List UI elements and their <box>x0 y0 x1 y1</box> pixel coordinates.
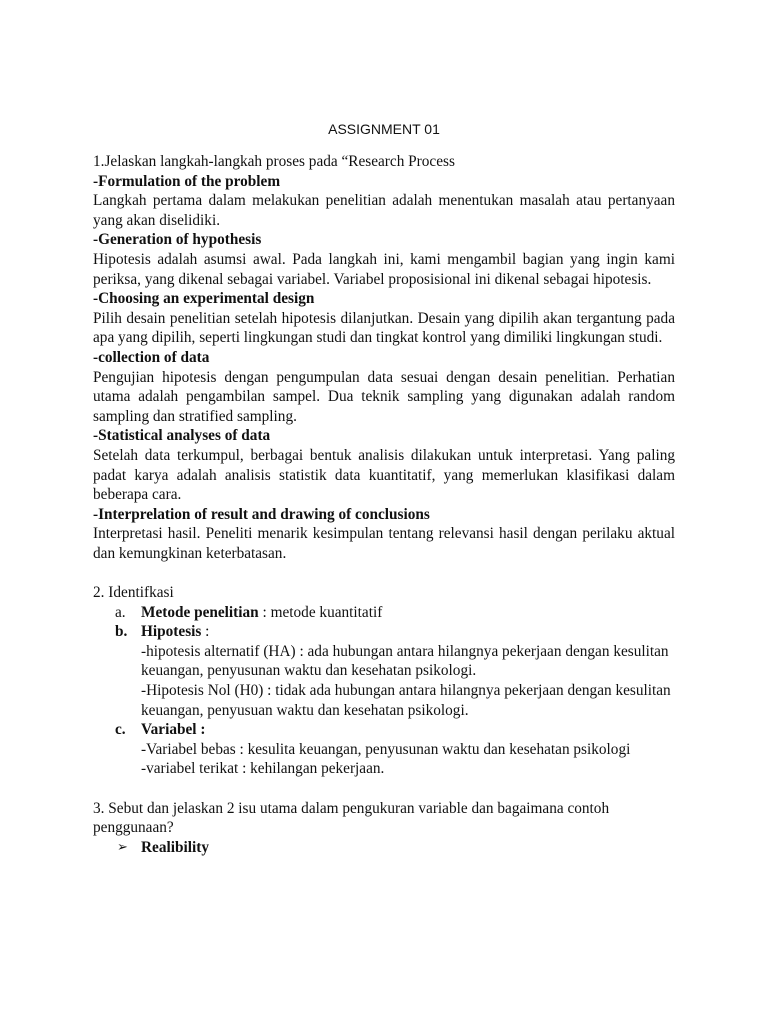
hypothesis-null: -Hipotesis Nol (H0) : tidak ada hubungan antara hilangnya pekerjaan dengan kesulitan keuangan, penyusuan waktu dan kesehatan psikologi. <box>141 682 671 719</box>
question-3-heading: 3. Sebut dan jelaskan 2 isu utama dalam pengukuran variable dan bagaimana contoh penggunaan? <box>93 799 610 837</box>
list-item-label: Variabel : <box>141 721 206 739</box>
list-marker: a. <box>115 603 126 621</box>
step-4-text: Pengujian hipotesis dengan pengumpulan data sesuai dengan desain penelitian. Perhatian utama adalah pengambilan sampel. Dua teknik sampling yang digunakan adalah random sampling dan stratified sampling. <box>93 368 675 425</box>
dependent-variable: -variabel terikat : kehilangan pekerjaan. <box>141 760 385 778</box>
step-3-label: -Choosing an experimental design <box>93 290 315 308</box>
document-body <box>93 152 675 857</box>
step-2-text: Hipotesis adalah asumsi awal. Pada langkah ini, kami mengambil bagian yang ingin kami periksa, yang dikenal sebagai variabel. Variabel proposisional ini dikenal sebagai hipotesis. <box>93 250 675 288</box>
document-title: ASSIGNMENT 01 <box>328 121 440 137</box>
list-marker: c. <box>115 721 126 739</box>
step-3-text: Pilih desain penelitian setelah hipotesis dilanjutkan. Desain yang dipilih akan tergantung pada apa yang dipilih, seperti lingkungan studi dan tingkat kontrol yang dimiliki lingkungan studi. <box>93 309 675 347</box>
independent-variable: -Variabel bebas : kesulita keuangan, penyusunan waktu dan kesehatan psikologi <box>141 740 631 758</box>
list-item-value: : metode kuantitatif <box>258 603 383 621</box>
step-6-label: -Interprelation of result and drawing of conclusions <box>93 505 430 523</box>
list-item-value: : <box>201 623 210 641</box>
spacer <box>93 563 675 583</box>
question-1-heading: 1.Jelaskan langkah-langkah proses pada “Research Process <box>93 153 455 170</box>
question-2-heading: 2. Identifkasi <box>93 584 174 602</box>
step-5-text: Setelah data terkumpul, berbagai bentuk analisis dilakukan untuk interpretasi. Yang paling padat karya adalah analisis statistik data kuantitatif, yang memerlukan klasifikasi dalam beberapa cara. <box>93 446 675 504</box>
list-item-c <box>93 720 675 740</box>
step-1-label: -Formulation of the problem <box>93 172 281 190</box>
list-item-label: Hipotesis <box>141 623 202 641</box>
step-4-label: -collection of data <box>93 348 210 366</box>
list-item-b <box>93 622 675 642</box>
step-2-label: -Generation of hypothesis <box>93 231 262 249</box>
spacer <box>93 779 675 799</box>
list-item-a <box>93 603 675 623</box>
bullet-item-label: Realibility <box>141 838 209 856</box>
list-item-label: Metode penelitian <box>141 603 259 621</box>
arrow-bullet-icon: ➢ <box>117 839 128 855</box>
step-5-label: -Statistical analyses of data <box>93 427 271 445</box>
bullet-item <box>93 838 675 858</box>
step-6-text: Interpretasi hasil. Peneliti menarik kesimpulan tentang relevansi hasil dengan perilaku aktual dan kemungkinan keterbatasan. <box>93 525 675 562</box>
hypothesis-alternative: -hipotesis alternatif (HA) : ada hubungan antara hilangnya pekerjaan dengan kesulitan keuangan, penyusunan waktu dan kesehatan psikologi. <box>141 642 669 680</box>
step-1-text: Langkah pertama dalam melakukan penelitian adalah menentukan masalah atau pertanyaan yang akan diselidiki. <box>93 192 675 229</box>
list-marker: b. <box>115 623 128 641</box>
